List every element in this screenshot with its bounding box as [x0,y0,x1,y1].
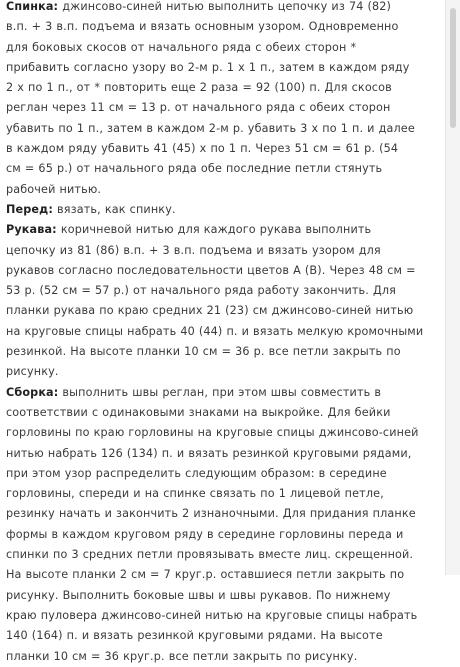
text-line [6,200,439,220]
text-line [6,626,439,646]
line-text: вязать, как спинку. [56,202,176,216]
line-text: в.п. + 3 в.п. подъема и вязать основным узором. Одновременно [6,20,399,34]
text-line [6,301,439,321]
text-line [6,159,439,179]
text-line [6,281,439,301]
text-line [6,180,439,200]
text-line [6,220,439,240]
section-label: Спинка: [6,0,59,13]
line-text: цепочку из 81 (86) в.п. + 3 в.п. подъема и вязать узором для [6,243,381,257]
line-text: горловины по краю горловины на круговые спицы джинсово-синей [6,426,419,440]
section-label: Сборка: [6,385,59,399]
text-line [6,383,439,403]
line-text: на круговые спицы набрать 40 (44) п. и вязать мелкую кромочными [6,324,424,338]
text-line [6,139,439,159]
line-text: планки 10 см = 36 круг.р. все петли закрыть по рисунку. [6,649,358,663]
line-text: рукавов согласно последовательности цветов А (В). Через 48 см = [6,263,416,277]
text-line [6,606,439,626]
line-text: соответствии с одинаковыми знаками на выкройке. Для бейки [6,405,391,419]
text-line [6,98,439,118]
text-line [6,423,439,443]
text-line [6,464,439,484]
line-text: см = 65 р.) от начального ряда обе последние петли стянуть [6,162,383,176]
line-text: убавить по 1 п., затем в каждом 2-м р. убавить 3 х по 1 п. и далее [6,121,415,135]
document-text [6,0,439,667]
text-line [6,0,439,17]
text-line [6,403,439,423]
section-label: Рукава: [6,223,57,237]
line-text: горловины, спереди и на спинке связать по 1 лицевой петле, [6,487,384,501]
text-line [6,58,439,78]
text-line [6,78,439,98]
text-line [6,545,439,565]
line-text: 53 р. (52 см = 57 р.) от начального ряда работу закончить. Для [6,284,397,298]
text-line [6,17,439,37]
line-text: реглан через 11 см = 13 р. от начального ряда с обеих сторон [6,101,391,115]
line-text: спинки по 3 средних петли провязывать вместе лиц. скрещенной. [6,548,414,562]
text-line [6,119,439,139]
text-line [6,484,439,504]
section-label: Перед: [6,202,53,216]
scrollbar-thumb[interactable] [450,8,456,128]
line-text: коричневой нитью для каждого рукава выполнить [60,223,372,237]
text-line [6,647,439,667]
text-line [6,261,439,281]
text-line [6,38,439,58]
line-text: резинку начать и закончить 2 изнаночными. Для придания планке [6,507,416,521]
line-text: выполнить швы реглан, при этом швы совместить в [62,385,382,399]
text-line [6,586,439,606]
text-line [6,322,439,342]
line-text: формы в каждом круговом ряду в середине горловины переда и [6,527,404,541]
line-text: рабочей нитью. [6,182,102,196]
line-text: планки рукава по краю средних 21 (23) см джинсово-синей нитью [6,304,414,318]
line-text: 140 (164) п. и вязать резинкой круговыми рядами. На высоте [6,629,383,643]
vertical-scrollbar[interactable] [446,0,460,575]
text-line [6,444,439,464]
line-text: прибавить согласно узору во 2-м р. 1 х 1 п., затем в каждом ряду [6,60,410,74]
line-text: 2 х по 1 п., от * повторить еще 2 раза = 92 (100) п. Для скосов [6,81,392,95]
line-text: джинсово-синей нитью выполнить цепочку из 74 (82) [62,0,392,13]
text-line [6,241,439,261]
line-text: рисунку. [6,365,59,379]
line-text: для боковых скосов от начального ряда с обеих сторон * [6,40,357,54]
line-text: краю пуловера джинсово-синей нитью на круговые спицы набрать [6,608,418,622]
text-line [6,525,439,545]
text-line [6,342,439,362]
line-text: рисунку. Выполнить боковые швы и швы рукавов. По нижнему [6,588,391,602]
text-line [6,362,439,382]
line-text: резинкой. На высоте планки 10 см = 36 р. все петли закрыть по [6,345,401,359]
line-text: при этом узор распределить следующим образом: в середине [6,466,387,480]
text-line [6,504,439,524]
line-text: нитью набрать 126 (134) п. и вязать резинкой круговыми рядами, [6,446,412,460]
line-text: На высоте планки 2 см = 7 круг.р. оставшиеся петли закрыть по [6,568,405,582]
text-line [6,565,439,585]
line-text: в каждом ряду убавить 41 (45) х по 1 п. Через 51 см = 61 р. (54 [6,142,399,156]
